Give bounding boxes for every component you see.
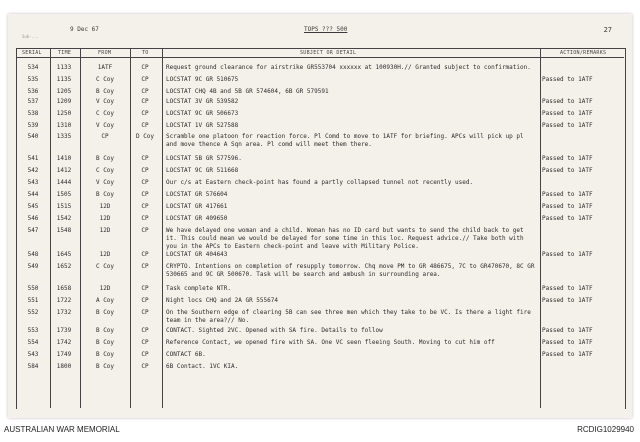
- cell-subject: Scramble one platoon for reaction force. Pl Comd to move to 1ATF for briefing. APCs will pick up pl and move thence A Sqn area. Pl comd will meet them there.: [166, 133, 524, 148]
- cell-to: CP: [141, 327, 149, 334]
- cell-to: CP: [141, 263, 149, 270]
- cell-to: CP: [141, 110, 149, 117]
- cell-to: CP: [141, 167, 149, 174]
- cell-from: B Coy: [95, 155, 115, 162]
- cell-time: 1412: [56, 167, 72, 174]
- cell-action: Passed to 1ATF: [542, 351, 593, 358]
- cell-from: 1ATF: [97, 64, 113, 71]
- cell-time: 1658: [56, 285, 72, 292]
- cell-action: Passed to 1ATF: [542, 167, 593, 174]
- header-unit: TOPS ??? 500: [304, 26, 348, 33]
- cell-serial: 539: [27, 122, 39, 129]
- col-from-header: FROM: [98, 50, 112, 56]
- cell-serial: 584: [27, 363, 39, 370]
- page-number: 27: [603, 26, 612, 34]
- cell-to: CP: [141, 309, 149, 316]
- cell-to: CP: [141, 98, 149, 105]
- col-serial-header: SERIAL: [22, 50, 42, 56]
- cell-from: V Coy: [95, 98, 115, 105]
- cell-subject: Request ground clearance for airstrike GR553704 xxxxxx at 100930H.// Granted subject to confirmation.: [166, 64, 531, 71]
- cell-action: Passed to 1ATF: [542, 76, 593, 83]
- cell-from: 12D: [99, 215, 111, 222]
- cell-action: Passed to 1ATF: [542, 215, 593, 222]
- cell-from: C Coy: [95, 263, 115, 270]
- cell-from: B Coy: [95, 363, 115, 370]
- cell-time: 1335: [56, 133, 72, 140]
- cell-time: 1645: [56, 251, 72, 258]
- cell-from: 12D: [99, 203, 111, 210]
- cell-from: B Coy: [95, 88, 115, 95]
- cell-serial: 553: [27, 327, 39, 334]
- cell-action: Passed to 1ATF: [542, 155, 593, 162]
- cell-time: 1135: [56, 76, 72, 83]
- cell-from: CP: [101, 133, 109, 140]
- cell-subject: LOCSTAT 3V GR 539582: [166, 98, 239, 105]
- cell-subject: LOCSTAT GR 409650: [166, 215, 228, 222]
- cell-to: CP: [141, 339, 149, 346]
- cell-from: C Coy: [95, 167, 115, 174]
- cell-serial: 538: [27, 110, 39, 117]
- cell-from: C Coy: [95, 76, 115, 83]
- cell-from: V Coy: [95, 122, 115, 129]
- cell-action: Passed to 1ATF: [542, 98, 593, 105]
- cell-serial: 544: [27, 191, 39, 198]
- cell-serial: 541: [27, 155, 39, 162]
- cell-to: CP: [141, 285, 149, 292]
- cell-subject: Reference Contact, we opened fire with SA. One VC seen fleeing South. Moving to cut him off: [166, 339, 495, 346]
- cell-subject: Our c/s at Eastern check-point has found a partly collapsed tunnel not recently used.: [166, 179, 474, 186]
- cell-time: 1444: [56, 179, 72, 186]
- cell-time: 1205: [56, 88, 72, 95]
- cell-to: CP: [141, 227, 149, 234]
- cell-serial: 545: [27, 203, 39, 210]
- cell-to: CP: [141, 203, 149, 210]
- cell-from: B Coy: [95, 351, 115, 358]
- footer-source: AUSTRALIAN WAR MEMORIAL: [4, 425, 120, 434]
- cell-time: 1515: [56, 203, 72, 210]
- col-divider: [540, 48, 541, 408]
- cell-to: CP: [141, 191, 149, 198]
- cell-action: Passed to 1ATF: [542, 110, 593, 117]
- cell-time: 1749: [56, 351, 72, 358]
- cell-time: 1505: [56, 191, 72, 198]
- cell-subject: LOCSTAT 9C GR 506673: [166, 110, 239, 117]
- cell-subject: LOCSTAT 9C GR 510675: [166, 76, 239, 83]
- cell-time: 1722: [56, 297, 72, 304]
- cell-time: 1732: [56, 309, 72, 316]
- cell-subject: LOCSTAT GR 417661: [166, 203, 228, 210]
- cell-time: 1250: [56, 110, 72, 117]
- cell-to: CP: [141, 122, 149, 129]
- footer-id: RCDIG1029940: [577, 425, 634, 434]
- cell-subject: CRYPTO. Intentions on completion of resupply tomorrow. Chq move PM to GR 486675, 7C to GR470670, 8C GR 530665 and 9C GR 500670. Task will be search and ambush in surrounding area.: [166, 263, 535, 278]
- cell-from: 12D: [99, 251, 111, 258]
- cell-from: B Coy: [95, 191, 115, 198]
- col-subject-header: SUBJECT OR DETAIL: [300, 50, 357, 56]
- cell-from: B Coy: [95, 339, 115, 346]
- cell-action: Passed to 1ATF: [542, 122, 593, 129]
- cell-to: CP: [141, 297, 149, 304]
- cell-subject: LOCSTAT GR 404643: [166, 251, 228, 258]
- cell-time: 1542: [56, 215, 72, 222]
- cell-time: 1548: [56, 227, 72, 234]
- cell-time: 1310: [56, 122, 72, 129]
- cell-to: D Coy: [135, 133, 155, 140]
- cell-from: A Coy: [95, 297, 115, 304]
- cell-serial: 548: [27, 251, 39, 258]
- cell-time: 1742: [56, 339, 72, 346]
- cell-action: Passed to 1ATF: [542, 203, 593, 210]
- document-page: [8, 14, 632, 418]
- cell-serial: 534: [27, 64, 39, 71]
- cell-action: Passed to 1ATF: [542, 339, 593, 346]
- cell-to: CP: [141, 363, 149, 370]
- cell-serial: 550: [27, 285, 39, 292]
- cell-serial: 552: [27, 309, 39, 316]
- cell-to: CP: [141, 215, 149, 222]
- cell-to: CP: [141, 251, 149, 258]
- cell-action: Passed to 1ATF: [542, 327, 593, 334]
- cell-serial: 547: [27, 227, 39, 234]
- cell-time: 1209: [56, 98, 72, 105]
- cell-time: 1133: [56, 64, 72, 71]
- cell-subject: LOCSTAT 9C GR 511668: [166, 167, 239, 174]
- header-ref: Sub-...: [22, 34, 39, 39]
- cell-serial: 542: [27, 167, 39, 174]
- cell-serial: 543: [27, 179, 39, 186]
- cell-to: CP: [141, 155, 149, 162]
- cell-from: 12D: [99, 227, 111, 234]
- cell-serial: 554: [27, 339, 39, 346]
- cell-serial: 551: [27, 297, 39, 304]
- cell-serial: 543: [27, 351, 39, 358]
- cell-from: B Coy: [95, 309, 115, 316]
- cell-time: 1739: [56, 327, 72, 334]
- header-rule: [16, 57, 624, 58]
- cell-subject: Night locs CHQ and 2A GR 555674: [166, 297, 278, 304]
- cell-serial: 536: [27, 88, 39, 95]
- cell-from: V Coy: [95, 179, 115, 186]
- cell-serial: 537: [27, 98, 39, 105]
- cell-to: CP: [141, 179, 149, 186]
- cell-from: 12D: [99, 285, 111, 292]
- cell-action: Passed to 1ATF: [542, 191, 593, 198]
- cell-subject: LOCSTAT 5B GR 577596.: [166, 155, 242, 162]
- cell-subject: On the Southern edge of clearing 5B can see three men which they take to be VC. Is there a light fire team in the area?// No.: [166, 309, 531, 324]
- cell-from: B Coy: [95, 327, 115, 334]
- cell-serial: 549: [27, 263, 39, 270]
- col-divider: [80, 48, 81, 408]
- cell-action: Passed to 1ATF: [542, 297, 593, 304]
- cell-subject: We have delayed one woman and a child. Woman has no ID card but wants to send the child back to get it. This could mean we would be delayed for some time in this loc. Request advice.// Take both with you in the APCs to Eastern check-point and leave with Military Police.: [166, 227, 524, 250]
- cell-serial: 546: [27, 215, 39, 222]
- col-time-header: TIME: [58, 50, 72, 56]
- cell-subject: Task complete NTR.: [166, 285, 232, 292]
- cell-serial: 535: [27, 76, 39, 83]
- cell-action: Passed to 1ATF: [542, 285, 593, 292]
- cell-time: 1800: [56, 363, 72, 370]
- cell-to: CP: [141, 76, 149, 83]
- cell-to: CP: [141, 88, 149, 95]
- cell-subject: CONTACT. Sighted 2VC. Opened with SA fire. Details to follow: [166, 327, 383, 334]
- cell-subject: LOCSTAT CHQ 4B and 5B GR 574604, 6B GR 579591: [166, 88, 329, 95]
- col-divider: [162, 48, 163, 408]
- header-date: 9 Dec 67: [70, 26, 99, 33]
- cell-time: 1652: [56, 263, 72, 270]
- col-action-header: ACTION/REMARKS: [560, 50, 607, 56]
- cell-subject: CONTACT 6B.: [166, 351, 206, 358]
- cell-serial: 540: [27, 133, 39, 140]
- cell-subject: LOCSTAT 1V GR 527588: [166, 122, 239, 129]
- cell-subject: 6B Contact. 1VC KIA.: [166, 363, 239, 370]
- cell-time: 1410: [56, 155, 72, 162]
- cell-to: CP: [141, 351, 149, 358]
- cell-action: Passed to 1ATF: [542, 251, 593, 258]
- cell-to: CP: [141, 64, 149, 71]
- col-to-header: TO: [142, 50, 149, 56]
- cell-subject: LOCSTAT GR 576604: [166, 191, 228, 198]
- cell-from: C Coy: [95, 110, 115, 117]
